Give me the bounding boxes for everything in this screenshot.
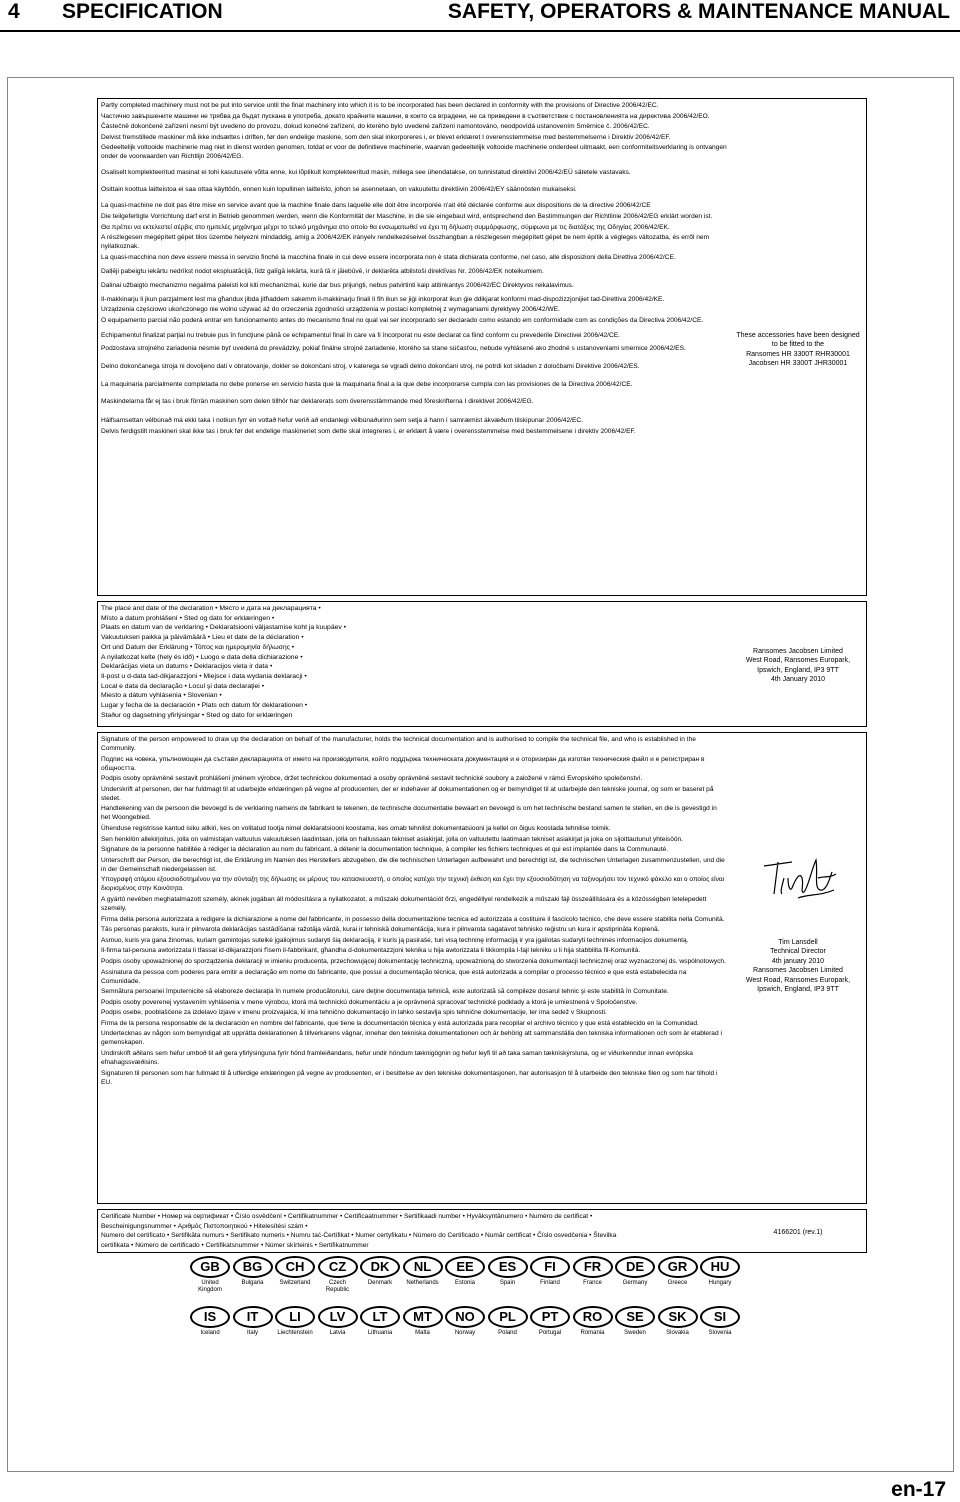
signatory-statement: A gyártó nevében meghatalmazott személy, akinek jogában áll módosításra a nyilatkozatot, a műszaki dokumentációt őrzi, engedéllyel rendelkezik a műszaki fájl összeállítására és a közösségben letelepedett személy. bbox=[101, 895, 707, 912]
signatory-statement: Podpis osoby oprávněné sestavit prohlášení jménem výrobce, držet technickou dokumentaci a osoby oprávněné sestavit technické soubory a založené v rámci Evropského společenství. bbox=[101, 775, 643, 783]
conformity-statement: Delvis ferdigstilt maskineri skal ikke tas i bruk før det endelige maskineriet som dette skal integreres i, er erklært å være i overensstemmelse med bestemmelsene i direktiv 2006/42/EF. bbox=[101, 427, 636, 435]
signatory-statement: Undirskrift aðilans sem hefur umboð til að gera yfirlýsinguna fyrir hönd framleiðandans, hefur undir höndum tæknigögnin og hefur leyfi til að taka saman tækniskýrsluna, og er viðurkenndur innan evrópska efnahagssvæðisins. bbox=[101, 1050, 693, 1067]
place-date-label-line: A nyilatkozat kelte (hely és idő) • Luogo e data della dichiarazione • bbox=[101, 653, 303, 661]
country-code: BG bbox=[233, 1256, 273, 1278]
address-line: West Road, Ransomes Europark, bbox=[745, 657, 851, 665]
conformity-statement: Il-makkinarju li jkun parzjalment lest ma għandux jibda jitħaddem sakemm il-makkinarju finali li fih ikun se jiġi inkorporat ikun ġie ddikjarat konformi mad-dispożizzjonijiet tad-Direttiva 2006/42/KE. bbox=[101, 295, 665, 303]
certificate-label-line: Certificate Number • Номер на сертификат • Číslo osvědčení • Certifikatnummer • Certificaatnummer • Sertifikaadi number • Hyväksyntänumero • Numéro de certificat • bbox=[101, 1213, 593, 1220]
country-name: Norway bbox=[454, 1330, 476, 1336]
declaration-date: 4th January 2010 bbox=[770, 676, 826, 684]
country-code: NO bbox=[445, 1306, 485, 1328]
place-date-label-line: Miesto a dátum vyhlásenia • Slovenian • bbox=[101, 692, 222, 700]
country-code: GB bbox=[190, 1256, 230, 1278]
country-badge bbox=[573, 1306, 613, 1348]
signatory-name: Tim Lansdell bbox=[778, 939, 818, 946]
certificate-label-line: Bescheinigungsnummer • Αριθμός Πιστοποιητικού • Hitelesítési szám • bbox=[101, 1222, 308, 1230]
conformity-statement: Urządzenia częściowo ukończonego nie wolno używać aż do orzeczenia zgodności urządzenia w postaci kompletnej z wymaganiami dyrektywy 2006/42/WE. bbox=[101, 306, 560, 314]
country-badge bbox=[275, 1256, 315, 1298]
signatory-statement: Podpis osebe, pooblaščene za izdelavo izjave v imenu proizvajalca, ki ima tehnično dokumentacijo in lahko sestavlja spis tehnične dokumentacije, ter ima sedež v Skupnosti. bbox=[101, 1009, 607, 1017]
country-badge bbox=[360, 1306, 400, 1348]
conformity-statement: Partly completed machinery must not be put into service until the final machinery into which it is to be incorporated has been declared in conformity with the provisions of Directive 2006/42/EC. bbox=[101, 102, 659, 109]
manual-title: SAFETY, OPERATORS & MAINTENANCE MANUAL bbox=[447, 0, 950, 23]
place-date-label-line: Il-post u d-data tad-dikjarazzjoni • Miejsce i data wydania deklaracji • bbox=[101, 672, 307, 680]
country-name: Spain bbox=[499, 1280, 516, 1286]
conformity-statement: La quasi-macchina non deve essere messa in servizio finché la macchina finale in cui deve essere incorporata non è stata dichiarata conforme, nel caso, alle disposizioni della Direttiva 2006/42/CE. bbox=[101, 253, 676, 261]
conformity-statement: Gedeeltelijk voltooide machinerie mag niet in dienst worden genomen, totdat er voor de definitieve machinerie, waarvan gedeeltelijk voltooide machinerie onderdeel uitmaakt, een conformiteitsverklaring is ontvangen onder de voorwaarden van Richtlijn 2006/42/EG. bbox=[101, 144, 727, 161]
country-code: LI bbox=[275, 1306, 315, 1328]
signatory-statement: Unterschrift der Person, die berechtigt ist, die Erklärung im Namen des Herstellers abzugeben, die die technischen Unterlagen aufbewahrt und berechtigt ist, die technischen Unterlagen zusammenzustellen, und die in der Gemeinschaft niedergelassen ist. bbox=[101, 856, 725, 873]
place-date-label-line: Deklarācijas vieta un datums • Deklaracijos vieta ir data • bbox=[101, 663, 273, 671]
conformity-statement: Dalinai užbaigto mechanizmo negalima paleisti kol kiti mechanizmai, kurie dar bus prijungti, nebus patvirtinti kaip atitinkantys 2006/42/EC Direktyvos reikalavimus. bbox=[101, 281, 574, 289]
signatory-statement: Handtekening van de persoon die bevoegd is de verklaring namens de fabrikant te tekenen, de technische documentatie bewaart en bevoegd is om het technische bestand samen te stellen, en die is gevestigd in het Woongebied. bbox=[101, 805, 717, 822]
country-badge bbox=[700, 1306, 740, 1348]
country-code: EE bbox=[445, 1256, 485, 1278]
country-code: ES bbox=[488, 1256, 528, 1278]
country-name: Denmark bbox=[367, 1280, 393, 1286]
conformity-statement: Částečně dokončené zařízení nesmí být uvedeno do provozu, dokud konečné zařízení, do kterého bylo uvedené zařízení namontováno, neodpovídá ustanovením Směrnice č. 2006/42/EC. bbox=[101, 123, 650, 131]
country-name: Portugal bbox=[538, 1330, 562, 1336]
country-name: Netherlands bbox=[406, 1280, 439, 1286]
country-badge bbox=[445, 1256, 485, 1298]
country-code: PT bbox=[530, 1306, 570, 1328]
place-date-label-line: Staður og dagsetning yfirlýsingar • Sted og dato for erklæringen bbox=[101, 711, 293, 719]
country-badge bbox=[403, 1256, 443, 1298]
conformity-statement-box bbox=[97, 98, 867, 596]
signatory-statement: Undertecknas av någon som bemyndigat att upprätta deklarationen å tillverkarens vägnar, innehar den tekniska dokumentationen och är behörig att sammanställa den tekniska informationen och som är etablerad i gemenskapen. bbox=[101, 1030, 722, 1047]
accessories-note-line: to be fitted to the bbox=[771, 341, 825, 349]
country-name: Slovakia bbox=[666, 1330, 689, 1336]
section-title: SPECIFICATION bbox=[62, 0, 223, 23]
conformity-statement: Delno dokončanega stroja ni dovoljeno dati v obratovanje, dokler se dokončani stroj, v katerega se vgradi delno dokončani stroj, ne potrdi kot skladen z določbami Direktive 2006/42/ES. bbox=[101, 362, 640, 370]
place-date-label-line: The place and date of the declaration • Място и дата на декларацията • bbox=[101, 605, 321, 612]
country-code: HU bbox=[700, 1256, 740, 1278]
signatory-statement: Υπογραφή ατόμου εξουσιοδοτημένου για την σύνταξη της δήλωσης εκ μέρους του κατασκευαστή, ο οποίος κατέχει την τεχνική έκθεση και έχει την εξουσιοδότηση να ταξινομήσει τον τεχνικό φάκελο και ο οποίος είναι διορισμένος στην Κοινότητα. bbox=[101, 876, 725, 893]
country-badge bbox=[403, 1306, 443, 1348]
country-name: Iceland bbox=[200, 1330, 220, 1336]
conformity-statement: La quasi-machine ne doit pas être mise en service avant que la machine finale dans laquelle elle doit être incorporée n'ait été déclarée conforme aux dispositions de la directive 2006/42/CE bbox=[101, 202, 651, 210]
country-code: DE bbox=[615, 1256, 655, 1278]
signatory-details bbox=[730, 938, 866, 994]
country-code: PL bbox=[488, 1306, 528, 1328]
country-code: CH bbox=[275, 1256, 315, 1278]
place-date-label-line: Místo a datum prohlášení • Sted og dato for erklæringen • bbox=[101, 614, 275, 622]
conformity-statement: La maquinaria parcialmente completada no debe ponerse en servicio hasta que la maquinaria final a la que debe incorporarse cumpla con las provisiones de la Directiva 2006/42/CE. bbox=[101, 380, 633, 388]
signature-date: 4th january 2010 bbox=[771, 957, 825, 965]
country-name: Estonia bbox=[454, 1280, 475, 1286]
certificate-label-line: Numero del certificato • Sertifikāta numurs • Sertifikato numeris • Numru taċ-Ċertifikat • Numer certyfikatu • Número do Certificado • Număr certificat • Číslo osvedčenia • Številka bbox=[101, 1232, 617, 1240]
country-code: FI bbox=[530, 1256, 570, 1278]
signatory-statement: Sen henkilön allekirjoitus, jolla on valmistajan valtuutus vakuutuksen laadintaan, jolla on hallussaan tekniset asiakirjat, jolla on valtuutettu laatimaan tekniset asiakirjat ja joka on sijoittautunut yhteisöön. bbox=[101, 835, 684, 843]
signatory-statement: Firma della persona autorizzata a redigere la dichiarazione a nome del fabbricante, in possesso della documentazione tecnica ed autorizzata a costituire il fascicolo tecnico, che deve essere stabilita nella Comunità. bbox=[101, 915, 725, 923]
country-name: Czech Republic bbox=[325, 1280, 350, 1293]
place-date-column bbox=[730, 602, 866, 726]
country-code: LT bbox=[360, 1306, 400, 1328]
page-number: 4 bbox=[8, 0, 20, 23]
accessories-note bbox=[730, 331, 866, 369]
signatory-statement: Assinatura da pessoa com poderes para emitir a declaração em nome do fabricante, que possui a documentação técnica, que está autorizada a compilar o processo técnico e que está estabelecida na Comunidade. bbox=[101, 968, 687, 985]
country-badge bbox=[658, 1256, 698, 1298]
country-code: SK bbox=[658, 1306, 698, 1328]
country-badge bbox=[573, 1256, 613, 1298]
accessories-note-line: Jacobsen HR 3300T JHR30001 bbox=[748, 360, 848, 368]
country-code: SI bbox=[700, 1306, 740, 1328]
conformity-statement: Dalļēji pabeigtu iekārtu nedrīkst nodot ekspluatācijā, līdz galīgā iekārta, kurā tā ir jāiebūvē, ir deklarēta atbilstoši direktīvas Nr. 2006/42/EK noteikumiem. bbox=[101, 267, 544, 275]
conformity-statement: A részlegesen megépített gépet tilos üzembe helyezni mindaddig, amíg a 2006/42/EK irányelv rendelkezéseivel összhangban a részlegesen megépített gépet be nem építik a végleges változatba, és erről nem nyilatkoznak. bbox=[101, 234, 710, 251]
country-code: RO bbox=[573, 1306, 613, 1328]
accessories-note-line: These accessories have been designed bbox=[736, 332, 860, 339]
place-date-address bbox=[730, 647, 866, 685]
country-code: MT bbox=[403, 1306, 443, 1328]
country-badge bbox=[275, 1306, 315, 1348]
country-name: Liechtenstein bbox=[277, 1330, 313, 1336]
signatory-statement: Подпис на човека, упълномощен да състави декларацията от името на производителя, който поддържа техническата документация и е оторизиран да изготви техническия файл и е регистриран в общността. bbox=[101, 755, 705, 772]
signatory-statement: Signature de la personne habilitée à rédiger la déclaration au nom du fabricant, à détenir la documentation technique, à compiler les fichiers techniques et qui est implantée dans la Communauté. bbox=[101, 846, 669, 854]
country-code: FR bbox=[573, 1256, 613, 1278]
country-name: Germany bbox=[622, 1280, 648, 1286]
country-name: Romania bbox=[580, 1330, 605, 1336]
conformity-statement: Podzostava strojného zariadenia nesmie byť uvedená do prevádzky, pokiaľ finálne strojné zariadenie, ktorého sa stane súčasťou, nebude vyhlásené ako zhodné s ustanoveniami smernice 2006/42/ES. bbox=[101, 344, 686, 352]
country-name: Switzerland bbox=[279, 1280, 311, 1286]
country-code: GR bbox=[658, 1256, 698, 1278]
country-badge bbox=[190, 1306, 230, 1348]
place-date-box bbox=[97, 601, 867, 727]
country-code: IS bbox=[190, 1306, 230, 1328]
country-name: Lithuania bbox=[367, 1330, 393, 1336]
signatory-statement: Asmuo, kuris yra gana žinomas, kuriam gamintojas suteikė įgaliojimus sudaryti šią deklaraciją, ir kuris ją pasirašė, turi visą techninę informaciją ir yra įgaliotas sudaryti techninės informacijos dokumentą. bbox=[101, 936, 689, 944]
country-badge bbox=[658, 1306, 698, 1348]
conformity-statement-list bbox=[101, 101, 727, 437]
page-label: en-17 bbox=[891, 1478, 946, 1501]
conformity-statement: Osittain koottua laitteistoa ei saa ottaa käyttöön, ennen kuin lopullinen laitteisto, johon se asennetaan, on vakuutettu direktiivin 2006/42/EY säännösten mukaiseksi. bbox=[101, 186, 577, 194]
country-name: Poland bbox=[498, 1330, 517, 1336]
certificate-number-labels bbox=[101, 1212, 727, 1250]
country-name: Greece bbox=[667, 1280, 688, 1286]
address-line: Ipswich, England, IP3 9TT bbox=[757, 666, 839, 674]
country-name: Latvia bbox=[329, 1330, 346, 1336]
signatory-statement: Tās personas paraksts, kura ir pilnvarota deklarācijas sastādīšanai ražotāja vārdā, kurai ir tehniskā dokumentācija, kura ir pilnvarota sagatavot tehnisko reģistru un kura ir apstiprināta Kopienā. bbox=[101, 926, 660, 934]
place-date-label-line: Vakuutuksen paikka ja päivämäärä • Lieu et date de la déclaration • bbox=[101, 634, 304, 642]
conformity-statement: O equipamento parcial não poderá entrar em funcionamento antes do mecanismo final no qual vai ser incorporado ser declarado como estando em conformidade com as condições da Directiva 2006/42/CE. bbox=[101, 316, 704, 324]
country-name: Finland bbox=[540, 1280, 560, 1286]
signatory-box bbox=[97, 732, 867, 1204]
country-badges bbox=[190, 1256, 750, 1352]
country-code: LV bbox=[318, 1306, 358, 1328]
country-badge bbox=[360, 1256, 400, 1298]
country-badge bbox=[488, 1256, 528, 1298]
place-date-label-line: Local e data da declaração • Locul şi data declaraţiei • bbox=[101, 682, 265, 690]
signatory-statement: Semnătura persoanei împuternicite să elaboreze declaraţia în numele producătorului, care deţine documentaţia tehnică, este autorizată să compileze dosarul tehnic şi este stabilită în Comunitate. bbox=[101, 988, 669, 996]
certificate-label-line: certifikata • Número de certificado • Certifikatsnummer • Númer skírteinis • Sertifikatnummer bbox=[101, 1241, 369, 1249]
conformity-statement: Echipamentul finalizat parţial nu trebuie pus în funcţiune până ce echipamentul final în care va fi încorporat nu este declarat ca fiind conform cu prevederile Directivei 2006/42/CE. bbox=[101, 331, 621, 339]
country-badge bbox=[233, 1256, 273, 1298]
country-name: Italy bbox=[246, 1330, 258, 1336]
signatory-statement: Ühenduse registrisse kantud isiku allkiri, kes on volitatud tootja nimel deklaratsiooni koostama, kes omab tehnilist dokumentatsiooni ja kellel on õigus koostada tehnilise toimik. bbox=[101, 824, 611, 832]
country-code: NL bbox=[403, 1256, 443, 1278]
conformity-statement: Частично завършените машини не трябва да бъдат пускана в употреба, докато крайните машини, в които са вградени, не са приведени в съответствие с постановленията на директива 2006/42/EO. bbox=[101, 112, 710, 120]
signatory-column bbox=[730, 733, 866, 1203]
handwritten-signature bbox=[758, 848, 840, 911]
signatory-address-line: West Road, Ransomes Europark, bbox=[745, 976, 851, 984]
place-date-labels bbox=[101, 604, 727, 720]
conformity-statement: Hálfsamsettan vélbúnað má ekki taka í notkun fyrr en vottað hefur verið að endanlegi vélbúnaðurinn sem setja á hann í samræmist ákvæðum tilskipunar 2006/42/EC. bbox=[101, 416, 583, 424]
conformity-statement: Maskindelarna får ej tas i bruk förrän maskinen som delen tillhör har deklarerats som överensstämmande med föreskrifterna I direktivet 2006/42/EG. bbox=[101, 397, 534, 405]
country-badge bbox=[615, 1306, 655, 1348]
page-header bbox=[0, 0, 960, 30]
signatory-statement-list bbox=[101, 735, 727, 1088]
conformity-statement: Osaliselt komplekteeritud masinat ei tohi kasutusele võtta enne, kui lõplikult komplekteeritud masin, millega see ühendatakse, on tunnistatud direktiivi 2006/42/EÜ sätetele vastavaks. bbox=[101, 169, 631, 177]
country-name: Hungary bbox=[708, 1280, 732, 1286]
country-name: France bbox=[583, 1280, 602, 1286]
certificate-box bbox=[97, 1209, 867, 1253]
country-code: IT bbox=[233, 1306, 273, 1328]
place-date-label-line: Plaats en datum van de verklaring • Deklaratsiooni väljastamise koht ja kuupäev • bbox=[101, 624, 347, 632]
accessories-note-line: Ransomes HR 3300T RHR30001 bbox=[746, 350, 850, 358]
country-name: Slovenia bbox=[708, 1330, 732, 1336]
signatory-address-line: Ipswich, England, IP3 9TT bbox=[757, 986, 839, 994]
country-badge bbox=[318, 1256, 358, 1298]
country-badge bbox=[233, 1306, 273, 1348]
address-line: Ransomes Jacobsen Limited bbox=[753, 648, 843, 655]
conformity-statement: Delvist fremstillede maskiner må ikke indsættes i driften, før den endelige maskine, som den skal inkorporeres i, er blevet erklæret I overensstemmelse med bestemmelserne i Direktiv 2006/42/EF. bbox=[101, 133, 671, 141]
accessories-column bbox=[730, 99, 866, 595]
country-badge bbox=[530, 1306, 570, 1348]
country-code: CZ bbox=[318, 1256, 358, 1278]
conformity-statement: Die teilgefertigte Vorrichtung darf erst in Betrieb genommen werden, wenn die Konformität der Maschine, in die sie eingebaut wird, entsprechend den Bestimmungen der Richtlinie 2006/42/EG erklärt worden ist. bbox=[101, 212, 713, 220]
country-badge bbox=[530, 1256, 570, 1298]
signatory-statement: Signaturen til personen som har fullmakt til å utferdige erklæringen på vegne av produsenten, er i besittelse av den tekniske dokumentasjonen, har autorisasjon til å utarbeide den tekniske filen og som har tilhold i EU. bbox=[101, 1069, 718, 1086]
document-reference: 4166201 (rev.1) bbox=[773, 1229, 823, 1236]
certificate-column bbox=[730, 1210, 866, 1252]
country-name: Sweden bbox=[624, 1330, 646, 1336]
country-badge bbox=[190, 1256, 230, 1298]
country-code: SE bbox=[615, 1306, 655, 1328]
country-name: United Kingdom bbox=[198, 1280, 222, 1293]
signatory-statement: Underskrift af personen, der har fuldmagt til at udarbejde erklæringen på vegne af producenten, der er indehaver af dokumentationen og er bemyndiget til at udarbejde den tekniske journal, og som er baseret på stedet. bbox=[101, 785, 714, 802]
country-badge bbox=[488, 1306, 528, 1348]
country-badge bbox=[318, 1306, 358, 1348]
country-name: Malta bbox=[415, 1330, 430, 1336]
place-date-label-line: Lugar y fecha de la declaración • Plats och datum för deklarationen • bbox=[101, 702, 308, 710]
signatory-company: Ransomes Jacobsen Limited bbox=[753, 967, 843, 975]
conformity-statement: Θα πρέπει να εκτελεστεί σέρβις στο ημιτελές μηχάνημα μέχρι το τελικό μηχάνημα στο οποίο θα ενσωματωθεί να έχει τη δήλωση συμμόρφωσης, σύμφωνα με τις διατάξεις της Οδηγίας 2006/42/ΕΚ. bbox=[101, 223, 670, 231]
signatory-statement: Podpis osoby upoważnionej do sporządzenia deklaracji w imieniu producenta, przechowującej dokumentację techniczną, upoważnioną do stworzenia dokumentacji technicznej oraz wyznaczonej ds. wspólnotowych. bbox=[101, 957, 726, 965]
country-code: DK bbox=[360, 1256, 400, 1278]
country-name: Bulgaria bbox=[241, 1280, 264, 1286]
country-badge bbox=[700, 1256, 740, 1298]
signatory-title: Technical Director bbox=[770, 948, 826, 956]
country-badge bbox=[445, 1306, 485, 1348]
signatory-statement: Il-firma tal-persuna awtorizzata li tfassal id-dikjarazzjoni f'isem il-fabbrikant, għandha d-dokumentazzjoni teknika u hija awtorizzata li tikkompila l-fajl tekniku u li hija stabbilita fil-Komunità. bbox=[101, 947, 641, 955]
signatory-statement: Firma de la persona responsable de la declaración en nombre del fabricante, que tiene la documentación técnica y está autorizada para recopilar el archivo técnico y que está establecido en la Comunidad. bbox=[101, 1019, 699, 1027]
place-date-label-line: Ort und Datum der Erklärung • Τόπος και ημερομηνία δήλωσης • bbox=[101, 643, 295, 651]
signatory-statement: Podpis osoby poverenej vystavením vyhlásenia v mene výrobcu, ktorá má technickú dokumentáciu a je oprávnená spracovať technické podklady a ktorá je umiestnená v Spoločenstve. bbox=[101, 998, 638, 1006]
header-rule bbox=[0, 30, 960, 32]
country-badge bbox=[615, 1256, 655, 1298]
signatory-statement: Signature of the person empowered to draw up the declaration on behalf of the manufacturer, holds the technical documentation and is authorised to compile the technical file, and who is established in the Community. bbox=[101, 736, 696, 752]
